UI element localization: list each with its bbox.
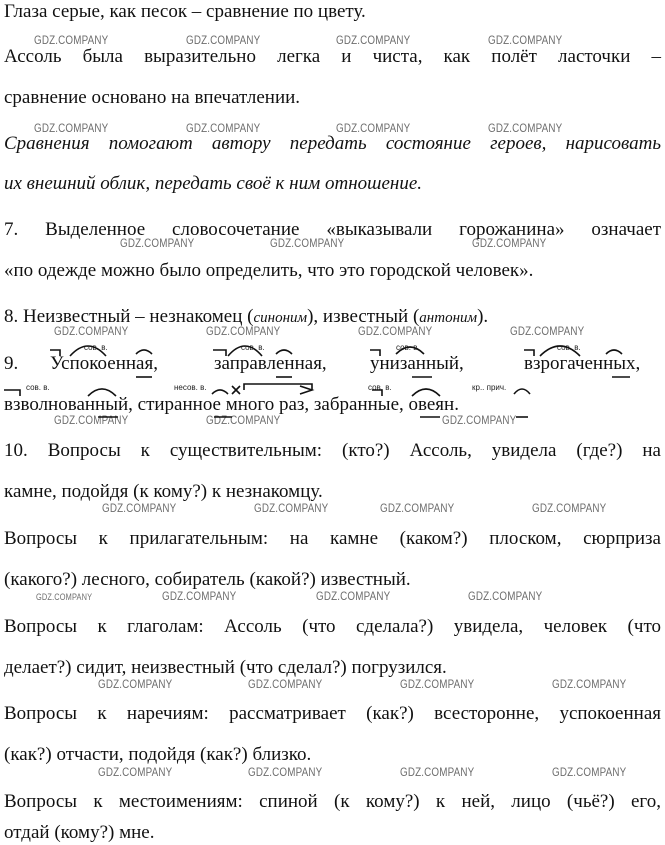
watermark: GDZ.COMPANY [248,765,323,779]
answer-7: 7. Выделенное словосочетание «выказывали горожанина» означает [4,219,661,240]
answer-8-text: 8. Неизвестный – незнакомец ( [4,306,254,327]
watermark: GDZ.COMPANY [552,677,627,691]
text-line: Вопросы к наречиям: рассматривает (как?) всесторонне, успокоенная [4,703,661,724]
watermark: GDZ.COMPANY [54,413,129,427]
watermark: GDZ.COMPANY [336,33,411,47]
text-line: отдай (кому?) мне. [4,822,155,843]
watermark: GDZ.COMPANY [510,324,585,338]
participle-word: унизанный, [370,353,464,374]
watermark: GDZ.COMPANY [552,765,627,779]
participle-word: взрогаченных, [524,353,641,374]
watermark: GDZ.COMPANY [468,589,543,603]
watermark: GDZ.COMPANY [34,33,109,47]
watermark: GDZ.COMPANY [54,324,129,338]
watermark: GDZ.COMPANY [120,236,195,250]
aspect-mark: сов. в. [241,343,265,352]
watermark: GDZ.COMPANY [248,677,323,691]
watermark: GDZ.COMPANY [488,121,563,135]
watermark: GDZ.COMPANY [34,121,109,135]
watermark: GDZ.COMPANY [102,501,177,515]
short-participle-mark: кр.. прич. [472,383,507,392]
synonym-label: синоним [253,310,308,326]
text-line: «по одежде можно было определить, что это городской человек». [4,260,534,281]
aspect-mark: несов. в. [174,383,207,392]
watermark: GDZ.COMPANY [36,592,93,602]
watermark: GDZ.COMPANY [206,324,281,338]
answer-8-text: ). [477,306,489,327]
text-line-italic: Сравнения помогают автору передать состояние героев, нарисовать [4,133,661,154]
text-line: сравнение основано на впечатлении. [4,87,301,108]
watermark: GDZ.COMPANY [400,765,475,779]
watermark: GDZ.COMPANY [472,236,547,250]
watermark: GDZ.COMPANY [98,677,173,691]
watermark: GDZ.COMPANY [270,236,345,250]
watermark: GDZ.COMPANY [336,121,411,135]
text-line: Ассоль была выразительно легка и чиста, как полёт ласточки – [4,46,661,67]
answer-10: 10. Вопросы к существительным: (кто?) Ассоль, увидела (где?) на [4,440,661,461]
text-line: Вопросы к глаголам: Ассоль (что сделала?) увидела, человек (что [4,616,661,637]
aspect-mark: сов. в. [84,343,108,352]
participle-word: заправленная, [214,353,327,374]
watermark: GDZ.COMPANY [98,765,173,779]
participle-word: Успокоенная, [50,353,158,374]
watermark: GDZ.COMPANY [254,501,329,515]
antonym-label: антоним [419,310,478,326]
answer-8-text: ), известный ( [307,306,420,327]
text-line: (какого?) лесного, собиратель (какой?) известный. [4,569,411,590]
watermark: GDZ.COMPANY [316,589,391,603]
watermark: GDZ.COMPANY [186,33,261,47]
aspect-mark: сов. в. [368,383,392,392]
aspect-mark: сов. в. [396,343,420,352]
watermark: GDZ.COMPANY [206,413,281,427]
watermark: GDZ.COMPANY [380,501,455,515]
watermark: GDZ.COMPANY [358,324,433,338]
answer-9-number: 9. [4,353,19,374]
root-box [244,384,312,390]
text-line: камне, подойдя (к кому?) к незнакомцу. [4,481,323,502]
aspect-mark: сов. в. [557,343,581,352]
text-line: Вопросы к прилагательным: на камне (каком?) плоском, сюрприза [4,528,661,549]
watermark: GDZ.COMPANY [532,501,607,515]
text-line: взволнованный, стиранное много раз, забранные, овеян. [4,394,459,415]
text-line: Вопросы к местоимениям: спиной (к кому?) к ней, лицо (чьё?) его, [4,791,661,812]
watermark: GDZ.COMPANY [400,677,475,691]
answer-8 [4,305,661,330]
aspect-mark: сов. в. [26,383,50,392]
watermark: GDZ.COMPANY [488,33,563,47]
watermark: GDZ.COMPANY [442,413,517,427]
text-line-italic: их внешний облик, передать своё к ним отношение. [4,173,423,194]
text-line: Глаза серые, как песок – сравнение по цвету. [4,1,366,22]
watermark: GDZ.COMPANY [186,121,261,135]
text-line: (как?) отчасти, подойдя (как?) близко. [4,744,312,765]
watermark: GDZ.COMPANY [162,589,237,603]
text-line: делает?) сидит, неизвестный (что сделал?) погрузился. [4,657,447,678]
